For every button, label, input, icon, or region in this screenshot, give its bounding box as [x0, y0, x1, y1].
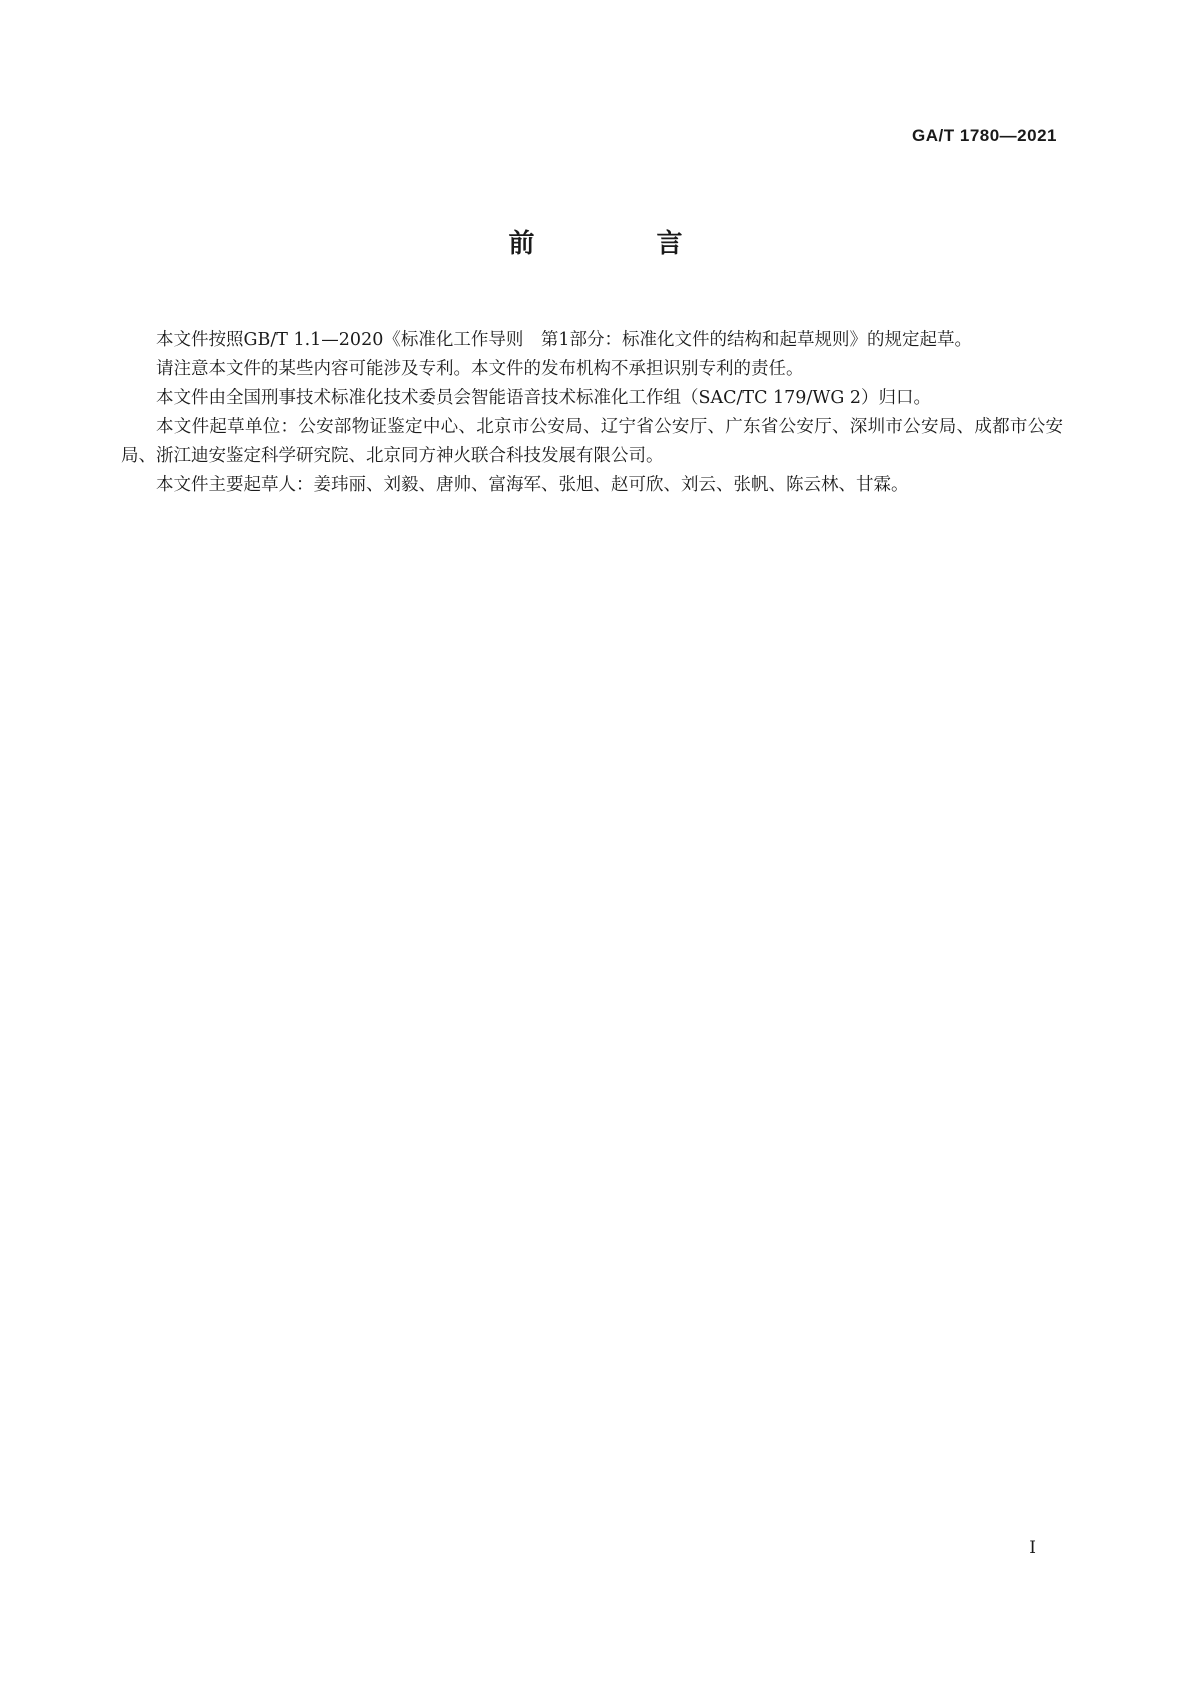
page-title: 前 言: [508, 229, 731, 259]
standard-code: GA/T 1780—2021: [912, 126, 1057, 145]
paragraph-drafting-units: 本文件起草单位：公安部物证鉴定中心、北京市公安局、辽宁省公安厅、广东省公安厅、深圳市公安局、成都市公安局、浙江迪安鉴定科学研究院、北京同方神火联合科技发展有限公司。: [121, 417, 1063, 466]
page-number: I: [1029, 1538, 1036, 1558]
paragraph-drafters: 本文件主要起草人：姜玮丽、刘毅、唐帅、富海军、张旭、赵可欣、刘云、张帆、陈云林、甘霖。: [156, 475, 909, 495]
paragraph-drafting-rules: 本文件按照GB/T 1.1—2020《标准化工作导则 第1部分：标准化文件的结构和起草规则》的规定起草。: [156, 330, 972, 350]
paragraph-committee: 本文件由全国刑事技术标准化技术委员会智能语音技术标准化工作组（SAC/TC 179/WG 2）归口。: [156, 388, 931, 408]
paragraph-patent-notice: 请注意本文件的某些内容可能涉及专利。本文件的发布机构不承担识别专利的责任。: [156, 359, 804, 379]
foreword-body: [121, 326, 1063, 500]
